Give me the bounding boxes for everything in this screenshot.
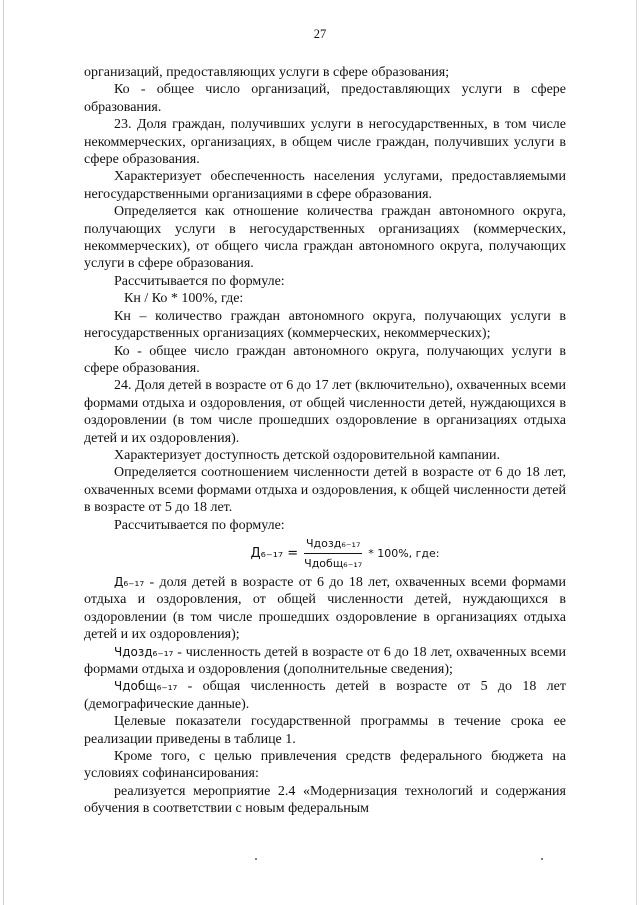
- variable-symbol: Чдобщ₆₋₁₇: [114, 679, 178, 694]
- scan-edge-left: [3, 0, 4, 905]
- paragraph: реализуется мероприятие 2.4 «Модернизация технологий и содержания обучения в соответствии с новым федеральным: [84, 783, 566, 817]
- paragraph: Определяется соотношением численности детей в возрасте от 6 до 18 лет, охваченных всеми формами отдыха и оздоровления, к общей численности детей в возрасте от 5 до 18 лет.: [84, 465, 566, 516]
- paragraph: Характеризует обеспеченность населения услугами, предоставляемыми негосударственными организациями в сфере образования.: [84, 169, 566, 202]
- variable-description: - численность детей в возрасте от 6 до 18 лет, охваченных всеми формами отдыха и оздоровления (дополнительные сведения);: [84, 644, 566, 677]
- document-body: [84, 64, 566, 818]
- paragraph: Целевые показатели государственной программы в течение срока ее реализации приведены в таблице 1.: [84, 714, 566, 747]
- paragraph: Ко - общее число организаций, предоставляющих услуги в сфере образования.: [84, 82, 566, 115]
- scan-speck: [255, 858, 257, 860]
- paragraph: [84, 644, 566, 679]
- formula-left: Д₆₋₁₇ =: [250, 546, 299, 562]
- formula-right: * 100%, где:: [368, 547, 440, 561]
- fraction-denominator: Чдобщ₆₋₁₇: [304, 557, 363, 571]
- paragraph: [84, 574, 566, 644]
- variable-description: - общая численность детей в возрасте от 5 до 18 лет (демографические данные).: [84, 679, 566, 712]
- variable-description: - доля детей в возрасте от 6 до 18 лет, охваченных всеми формами отдыха и оздоровления, от общей численности детей, нуждающихся в оздоровлении (в том числе прошедших оздоровление в организациях отдыха детей и их оздоровления);: [84, 574, 566, 643]
- paragraph: Ко - общее число граждан автономного округа, получающих услуги в сфере образования.: [84, 343, 566, 376]
- paragraph: Характеризует доступность детской оздоровительной кампании.: [114, 447, 500, 463]
- paragraph: организаций, предоставляющих услуги в сфере образования;: [84, 65, 450, 80]
- paragraph: Кн – количество граждан автономного округа, получающих услуги в негосударственных организациях (коммерческих, некоммерческих);: [84, 308, 566, 342]
- scan-speck: [541, 858, 543, 860]
- variable-symbol: Чдозд₆₋₁₇: [114, 644, 174, 659]
- paragraph: 24. Доля детей в возрасте от 6 до 17 лет (включительно), охваченных всеми формами отдыха и оздоровления, от общей численности детей, нуждающихся в оздоровлении (в том числе прошедших оздоровление в организациях отдыха детей и их оздоровления).: [84, 378, 566, 446]
- fraction-formula: [84, 534, 566, 574]
- paragraph: Рассчитывается по формуле:: [114, 517, 285, 533]
- paragraph: Кроме того, с целью привлечения средств федерального бюджета на условиях софинансирования:: [84, 749, 566, 782]
- paragraph: [84, 678, 566, 713]
- page-number: 27: [313, 27, 327, 41]
- scan-edge-right: [636, 0, 637, 905]
- paragraph: Определяется как отношение количества граждан автономного округа, получающих услуги в негосударственных организациях (коммерческих, некоммерческих), от общего числа граждан автономного округа, получающих услуги в сфере образования.: [84, 204, 566, 272]
- fraction: [302, 535, 364, 573]
- paragraph: 23. Доля граждан, получивших услуги в негосударственных, в том числе некоммерческих, организациях, в общем числе граждан, получивших услуги в сфере образования.: [84, 117, 566, 168]
- fraction-numerator: Чдозд₆₋₁₇: [304, 535, 362, 554]
- formula-line: Кн / Ко * 100%, где:: [124, 291, 244, 307]
- variable-symbol: Д₆₋₁₇: [114, 574, 145, 589]
- paragraph: Рассчитывается по формуле:: [114, 273, 285, 289]
